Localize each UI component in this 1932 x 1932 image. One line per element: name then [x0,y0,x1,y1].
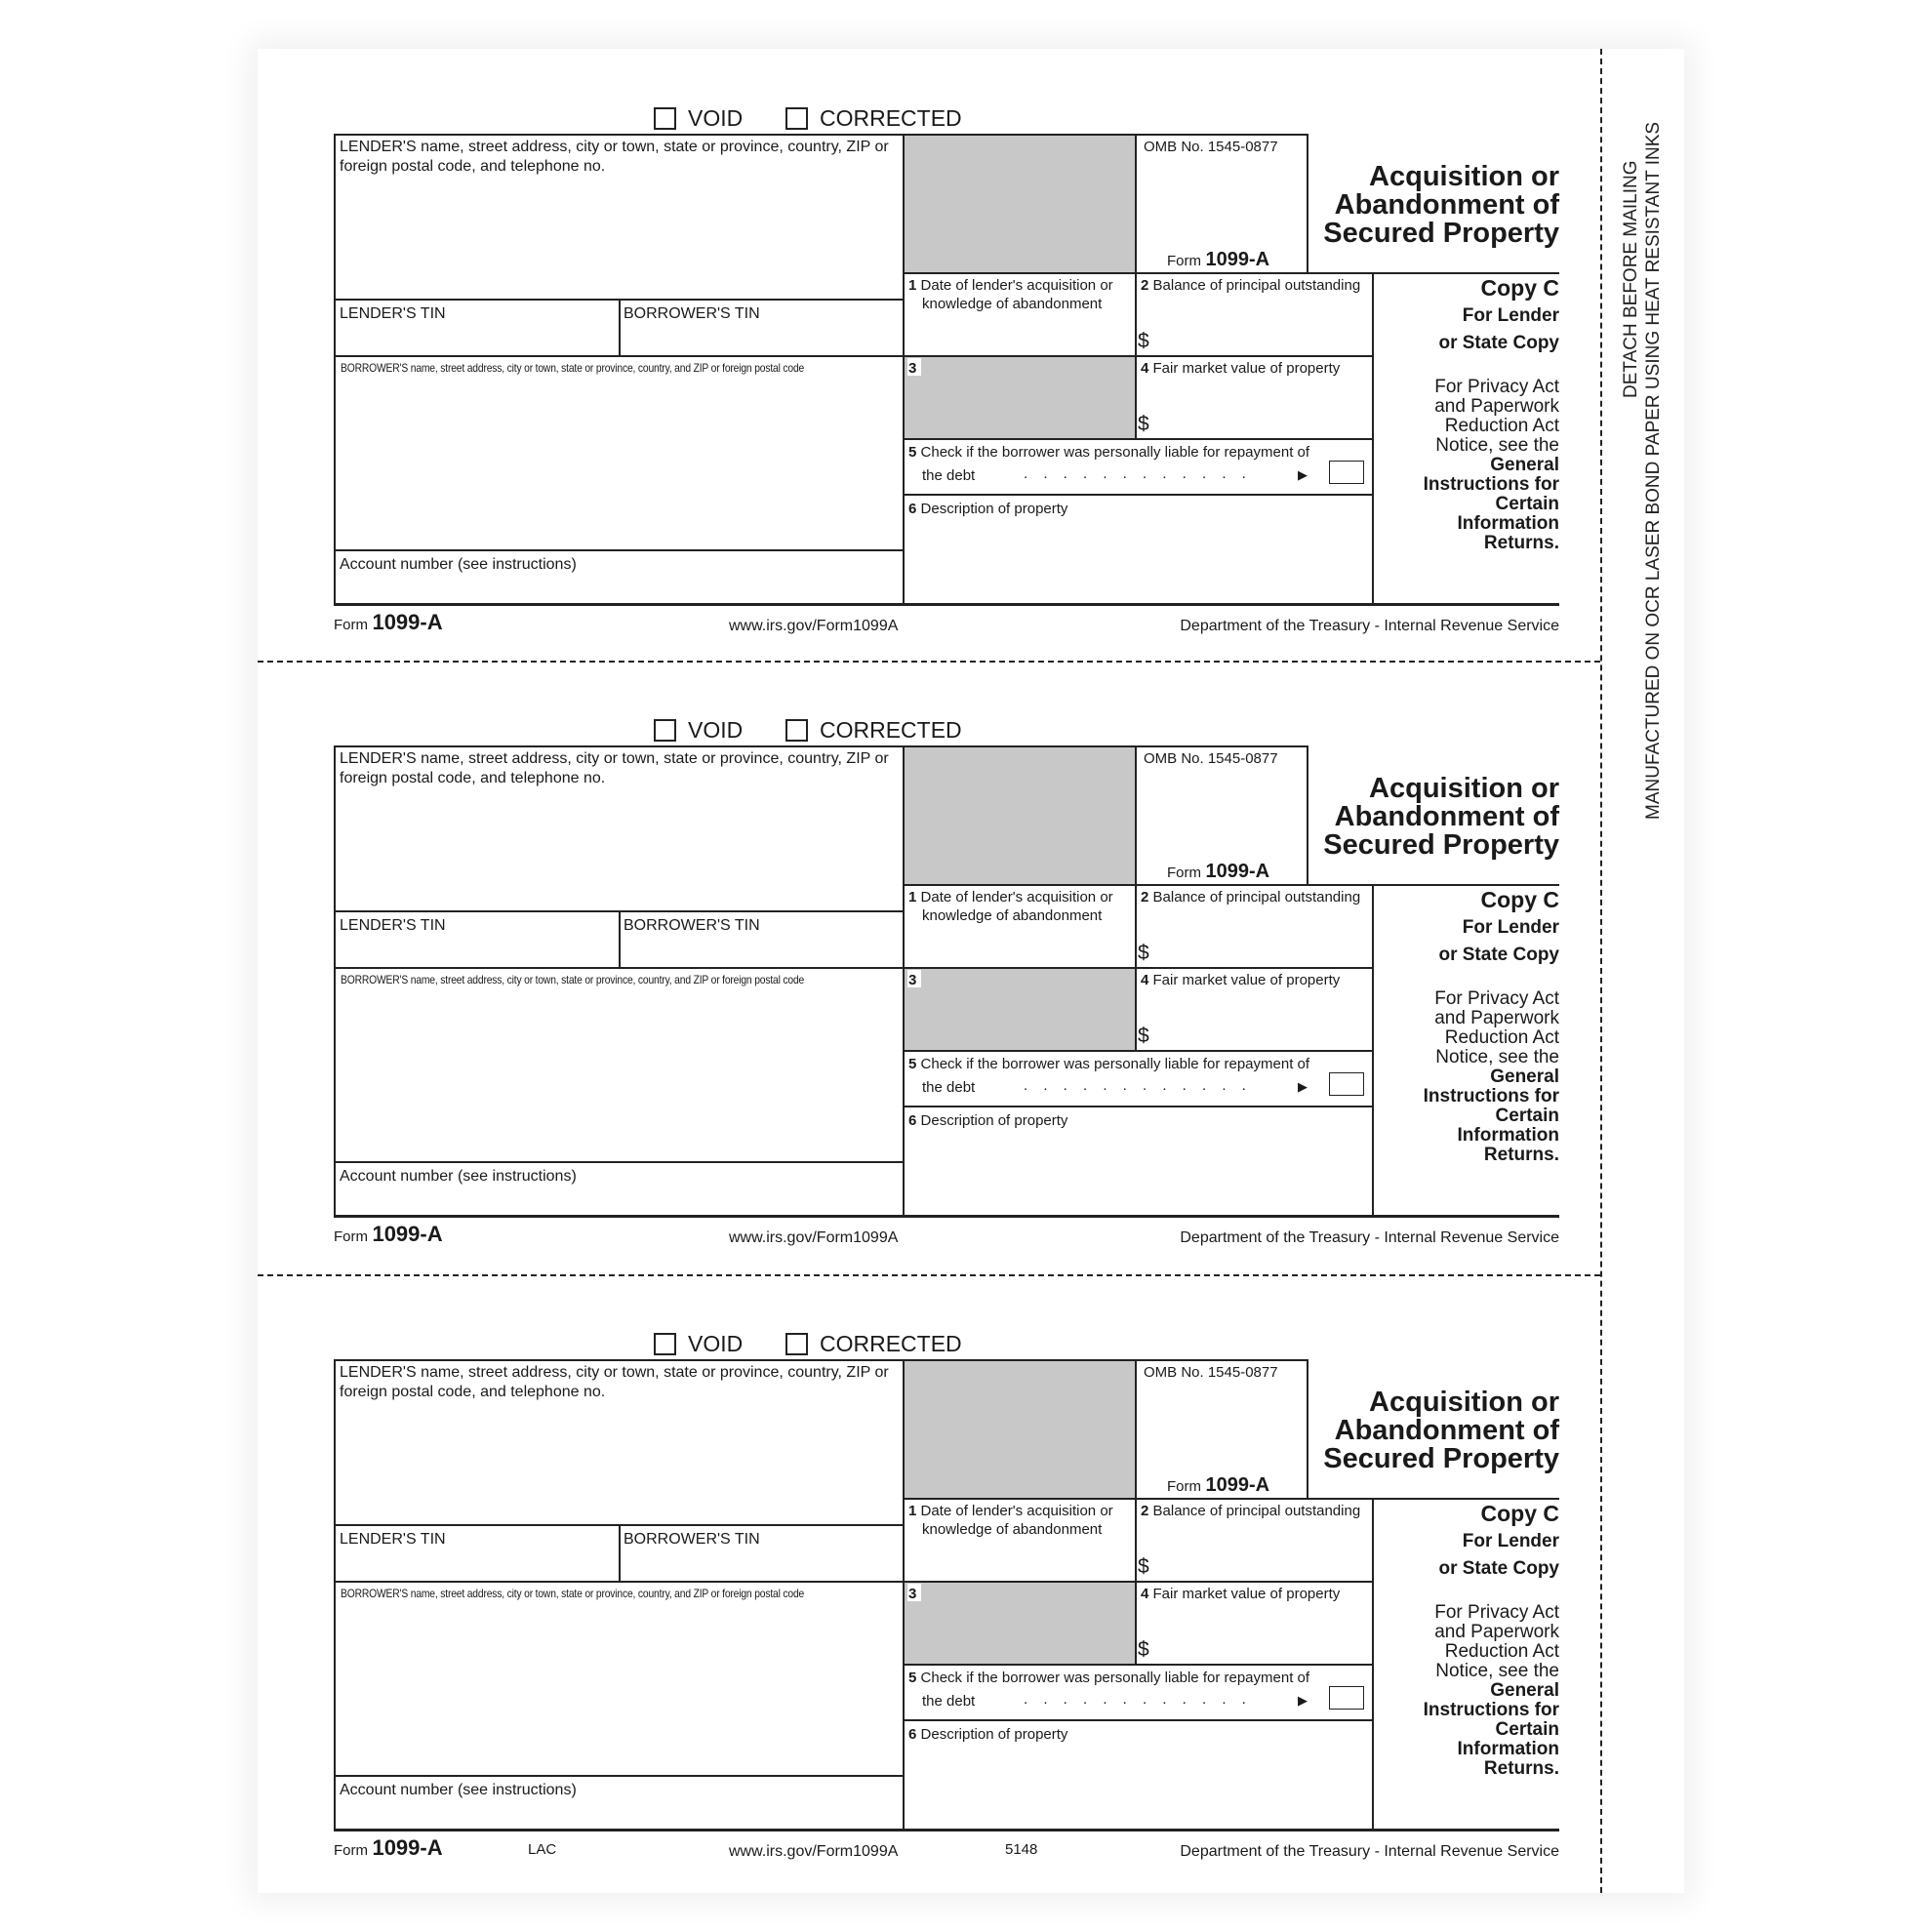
borrower-name-field[interactable] [340,1606,896,1770]
void-checkbox[interactable] [654,719,676,742]
box-4-field[interactable] [1155,385,1365,434]
box-3-label: 3 [908,1586,917,1602]
omb-number: OMB No. 1545-0877 [1144,750,1278,767]
box-1-field[interactable] [908,929,1131,964]
corrected-label: CORRECTED [820,1331,962,1356]
box-4-dollar: $ [1138,1025,1149,1047]
lender-name-label: LENDER'S name, street address, city or town, state or province, country, ZIP or foreign postal code, and telephone no. [340,1364,889,1400]
box-2-label: 2 Balance of principal outstanding [1141,889,1361,906]
privacy-notice: For Privacy Act and Paperwork Reduction Act Notice, see the General Instructions for Certain Information Returns. [1423,988,1559,1165]
box-5-label: 5 Check if the borrower was personally liable for repayment of [908,1056,1310,1072]
lender-tin-field[interactable] [340,326,613,353]
borrower-name-field[interactable] [340,992,896,1156]
box-5-label-2: the debt [922,1693,976,1710]
shaded-area-top [903,745,1136,884]
form-id-footer: Form 1099-A [334,1222,443,1246]
void-label: VOID [688,105,744,131]
borrower-name-label: BORROWER'S name, street address, city or town, state or province, country, and ZIP or foreign postal code [341,1587,805,1600]
irs-website: www.irs.gov/Form1099A [729,1843,899,1860]
vertical-perforation [1600,49,1602,1893]
account-number-field[interactable] [340,576,896,599]
form-id-footer: Form 1099-A [334,1835,443,1860]
box-3-shaded [903,968,1136,1051]
lender-tin-label: LENDER'S TIN [340,1531,446,1548]
form-title: Acquisition or Abandonment of Secured Property [1323,773,1559,861]
borrower-tin-field[interactable] [624,1551,897,1579]
form-id-top: Form 1099-A [1167,861,1270,882]
lender-name-field[interactable] [340,1401,896,1518]
box-4-label: 4 Fair market value of property [1141,972,1341,988]
box-5-leader-dots: . . . . . . . . . . . . [1024,465,1252,482]
box-2-field[interactable] [1155,1543,1365,1578]
box-6-field[interactable] [908,1135,1367,1211]
box-6-label: 6 Description of property [908,1726,1068,1743]
corrected-checkbox[interactable] [785,719,808,742]
form-title: Acquisition or Abandonment of Secured Property [1323,1387,1559,1474]
omb-number: OMB No. 1545-0877 [1144,139,1278,155]
corrected-label: CORRECTED [820,717,962,743]
box-5-label-2: the debt [922,467,976,484]
box-3-shaded [903,1582,1136,1665]
corrected-checkbox[interactable] [785,107,808,130]
borrower-tin-field[interactable] [624,326,897,353]
borrower-name-label: BORROWER'S name, street address, city or town, state or province, country, and ZIP or foreign postal code [341,361,805,375]
box-4-label: 4 Fair market value of property [1141,1586,1341,1602]
box-4-field[interactable] [1155,1611,1365,1660]
copy-subtitle: For Lender or State Copy [1438,1531,1559,1579]
department-label: Department of the Treasury - Internal Revenue Service [1180,1843,1559,1860]
box-3-label: 3 [908,360,917,377]
form-id-top: Form 1099-A [1167,249,1270,270]
lender-tin-label: LENDER'S TIN [340,305,446,322]
void-label: VOID [688,717,744,743]
box-1-label: 1 Date of lender's acquisition or knowledge of abandonment [908,889,1113,924]
box-5-leader-dots: . . . . . . . . . . . . [1024,1077,1252,1094]
void-checkbox[interactable] [654,1333,676,1355]
box-2-dollar: $ [1138,942,1149,964]
box-5-checkbox[interactable] [1329,461,1364,484]
borrower-tin-label: BORROWER'S TIN [624,917,760,934]
privacy-notice: For Privacy Act and Paperwork Reduction Act Notice, see the General Instructions for Certain Information Returns. [1423,1602,1559,1779]
borrower-tin-label: BORROWER'S TIN [624,305,760,322]
lender-tin-field[interactable] [340,938,613,965]
form-copy-1 [258,49,1600,664]
box-3-shaded [903,356,1136,439]
arrow-icon: ▶ [1298,1079,1308,1094]
box-5-label: 5 Check if the borrower was personally liable for repayment of [908,444,1310,461]
copy-subtitle: For Lender or State Copy [1438,917,1559,965]
box-6-label: 6 Description of property [908,501,1068,517]
box-4-label: 4 Fair market value of property [1141,360,1341,377]
void-label: VOID [688,1331,744,1356]
lender-name-label: LENDER'S name, street address, city or town, state or province, country, ZIP or foreign postal code, and telephone no. [340,139,889,175]
omb-number: OMB No. 1545-0877 [1144,1364,1278,1381]
corrected-checkbox[interactable] [785,1333,808,1355]
form-code: 5148 [1005,1841,1038,1858]
box-6-field[interactable] [908,523,1367,599]
box-1-field[interactable] [908,1543,1131,1578]
borrower-tin-field[interactable] [624,938,897,965]
copy-title: Copy C [1480,275,1559,301]
corrected-label: CORRECTED [820,105,962,131]
box-2-label: 2 Balance of principal outstanding [1141,1503,1361,1519]
irs-website: www.irs.gov/Form1099A [729,618,899,634]
privacy-notice: For Privacy Act and Paperwork Reduction Act Notice, see the General Instructions for Certain Information Returns. [1423,377,1559,553]
form-id-top: Form 1099-A [1167,1474,1270,1496]
department-label: Department of the Treasury - Internal Revenue Service [1180,1229,1559,1246]
copy-title: Copy C [1480,887,1559,912]
lender-name-field[interactable] [340,176,896,293]
box-5-label: 5 Check if the borrower was personally liable for repayment of [908,1670,1310,1686]
manufacturing-notice: MANUFACTURED ON OCR LASER BOND PAPER USING HEAT RESISTANT INKS [1643,121,1664,820]
box-5-checkbox[interactable] [1329,1686,1364,1710]
arrow-icon: ▶ [1298,467,1308,482]
box-1-field[interactable] [908,317,1131,352]
form-id-footer: Form 1099-A [334,610,443,634]
box-6-field[interactable] [908,1749,1367,1825]
lender-tin-label: LENDER'S TIN [340,917,446,934]
box-3-label: 3 [908,972,917,988]
box-2-field[interactable] [1155,317,1365,352]
box-2-dollar: $ [1138,330,1149,352]
box-4-dollar: $ [1138,1638,1149,1661]
copy-title: Copy C [1480,1501,1559,1526]
box-1-label: 1 Date of lender's acquisition or knowledge of abandonment [908,277,1113,312]
account-number-field[interactable] [340,1187,896,1211]
box-2-dollar: $ [1138,1555,1149,1578]
box-5-checkbox[interactable] [1329,1072,1364,1096]
detach-notice: DETACH BEFORE MAILING [1621,160,1641,398]
account-number-field[interactable] [340,1801,896,1825]
borrower-tin-label: BORROWER'S TIN [624,1531,760,1548]
department-label: Department of the Treasury - Internal Revenue Service [1180,618,1559,634]
box-4-field[interactable] [1155,997,1365,1046]
box-6-label: 6 Description of property [908,1112,1068,1129]
account-number-label: Account number (see instructions) [340,1168,577,1185]
lender-name-label: LENDER'S name, street address, city or town, state or province, country, ZIP or foreign postal code, and telephone no. [340,750,889,786]
lender-tin-field[interactable] [340,1551,613,1579]
lender-name-field[interactable] [340,787,896,905]
account-number-label: Account number (see instructions) [340,556,577,573]
shaded-area-top [903,134,1136,272]
copy-subtitle: For Lender or State Copy [1438,305,1559,353]
form-copy-2 [258,661,1600,1275]
borrower-name-field[interactable] [340,381,896,544]
borrower-name-label: BORROWER'S name, street address, city or town, state or province, country, and ZIP or foreign postal code [341,973,805,986]
irs-website: www.irs.gov/Form1099A [729,1229,899,1246]
lac-code: LAC [528,1841,557,1858]
void-checkbox[interactable] [654,107,676,130]
form-copy-3 [258,1274,1600,1889]
box-2-label: 2 Balance of principal outstanding [1141,277,1361,294]
box-4-dollar: $ [1138,413,1149,435]
box-2-field[interactable] [1155,929,1365,964]
shaded-area-top [903,1359,1136,1498]
account-number-label: Account number (see instructions) [340,1782,577,1798]
form-title: Acquisition or Abandonment of Secured Property [1323,161,1559,249]
arrow-icon: ▶ [1298,1693,1308,1708]
box-5-leader-dots: . . . . . . . . . . . . [1024,1691,1252,1708]
box-5-label-2: the debt [922,1079,976,1096]
box-1-label: 1 Date of lender's acquisition or knowledge of abandonment [908,1503,1113,1538]
